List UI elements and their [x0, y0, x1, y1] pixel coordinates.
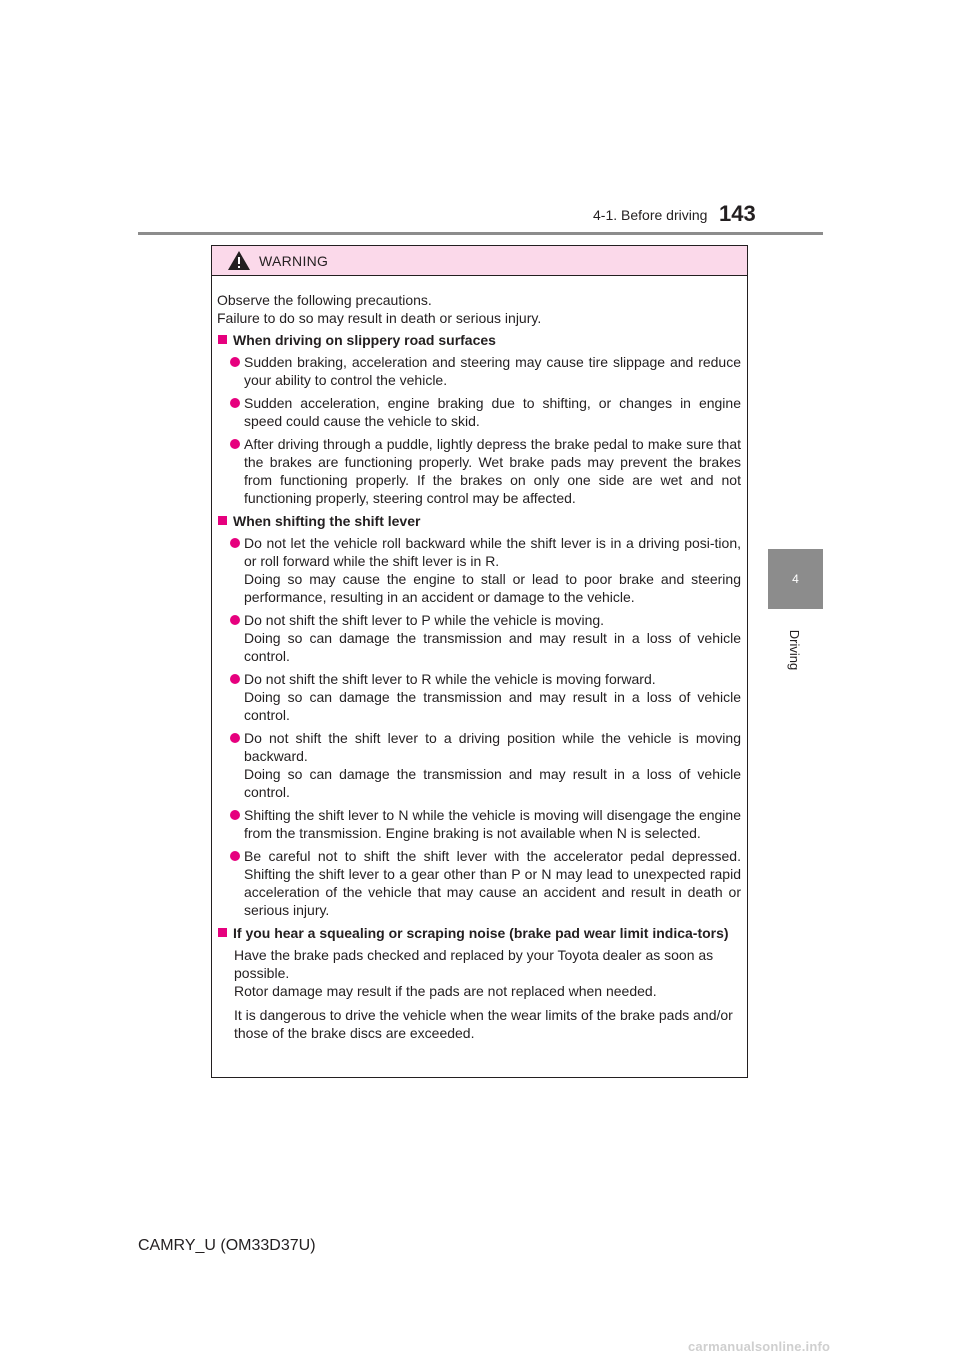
bullet-text: Be careful not to shift the shift lever with the accelerator pedal depressed. Shifting the shift lever to a gear other than P or N may lead to unexpected rapid acceleration of the vehicle that may cause an accident and result in death or serious injury. — [244, 848, 741, 918]
warning-section — [217, 512, 741, 919]
section-heading-text: When shifting the shift lever — [233, 513, 421, 529]
section-heading-text: When driving on slippery road surfaces — [233, 332, 496, 348]
bullet-text: Do not shift the shift lever to R while the vehicle is moving forward. — [244, 671, 656, 687]
circle-bullet-icon — [230, 439, 240, 449]
circle-bullet-icon — [230, 538, 240, 548]
circle-bullet-icon — [230, 398, 240, 408]
warning-triangle-icon — [228, 251, 250, 270]
bullet-text: Sudden acceleration, engine braking due to shifting, or changes in engine speed could cause the vehicle to skid. — [244, 395, 741, 429]
circle-bullet-icon — [230, 810, 240, 820]
paragraph — [217, 1006, 741, 1042]
warning-title: WARNING — [259, 252, 329, 269]
warning-intro — [217, 291, 741, 327]
intro-line: Observe the following precautions. — [217, 292, 432, 308]
bullet-text: Doing so may cause the engine to stall or lead to poor brake and steering performance, resulting in an accident or damage to the vehicle. — [244, 571, 741, 605]
section-heading — [217, 512, 741, 530]
bullet-text: Do not shift the shift lever to a driving position while the vehicle is moving backward. — [244, 730, 741, 764]
bullet-text: Shifting the shift lever to N while the vehicle is moving will disengage the engine from the transmission. Engine braking is not available when N is selected. — [244, 807, 741, 841]
paragraph-text: Have the brake pads checked and replaced by your Toyota dealer as soon as possible. — [234, 947, 714, 981]
circle-bullet-icon — [230, 674, 240, 684]
circle-bullet-icon — [230, 851, 240, 861]
bullet-text: Doing so can damage the transmission and may result in a loss of vehicle control. — [244, 630, 741, 664]
header-divider — [138, 232, 823, 235]
intro-line: Failure to do so may result in death or serious injury. — [217, 310, 542, 326]
warning-header — [212, 246, 747, 276]
section-heading-text: If you hear a squealing or scraping noise (brake pad wear limit indica-tors) — [233, 925, 729, 941]
square-bullet-icon — [218, 516, 227, 525]
paragraph-text: Rotor damage may result if the pads are not replaced when needed. — [234, 983, 657, 999]
bullet-item — [217, 394, 741, 430]
bullet-item — [217, 670, 741, 724]
bullet-item — [217, 534, 741, 606]
warning-body — [212, 276, 747, 1042]
bullet-item — [217, 435, 741, 507]
circle-bullet-icon — [230, 733, 240, 743]
chapter-number: 4 — [792, 572, 799, 586]
circle-bullet-icon — [230, 615, 240, 625]
bullet-item — [217, 847, 741, 919]
warning-section — [217, 924, 741, 1042]
circle-bullet-icon — [230, 357, 240, 367]
bullet-text: Doing so can damage the transmission and may result in a loss of vehicle control. — [244, 766, 741, 800]
section-title: 4-1. Before driving — [593, 207, 708, 223]
bullet-item — [217, 729, 741, 801]
watermark: carmanualsonline.info — [688, 1339, 831, 1354]
section-heading — [217, 331, 741, 349]
section-heading — [217, 924, 741, 942]
bullet-item — [217, 611, 741, 665]
bullet-text: Do not shift the shift lever to P while the vehicle is moving. — [244, 612, 605, 628]
bullet-text: After driving through a puddle, lightly depress the brake pedal to make sure that the brakes are functioning properly. Wet brake pads may prevent the brakes from functioning properly. If the brakes on only one side are wet and not functioning properly, steering control may be affected. — [244, 436, 741, 506]
bullet-text: Doing so can damage the transmission and may result in a loss of vehicle control. — [244, 689, 741, 723]
paragraph-text: It is dangerous to drive the vehicle when the wear limits of the brake pads and/or those of the brake discs are exceeded. — [234, 1007, 733, 1041]
page-number: 143 — [719, 201, 756, 226]
square-bullet-icon — [218, 335, 227, 344]
bullet-item — [217, 806, 741, 842]
bullet-text: Do not let the vehicle roll backward while the shift lever is in a driving posi-tion, or roll forward while the shift lever is in R. — [244, 535, 741, 569]
bullet-item — [217, 353, 741, 389]
square-bullet-icon — [218, 928, 227, 937]
chapter-label: Driving — [787, 629, 802, 671]
bullet-text: Sudden braking, acceleration and steering may cause tire slippage and reduce your ability to control the vehicle. — [244, 354, 741, 388]
warning-box — [211, 245, 748, 1078]
warning-section — [217, 331, 741, 507]
paragraph — [217, 946, 741, 1000]
model-code: CAMRY_U (OM33D37U) — [138, 1237, 316, 1254]
